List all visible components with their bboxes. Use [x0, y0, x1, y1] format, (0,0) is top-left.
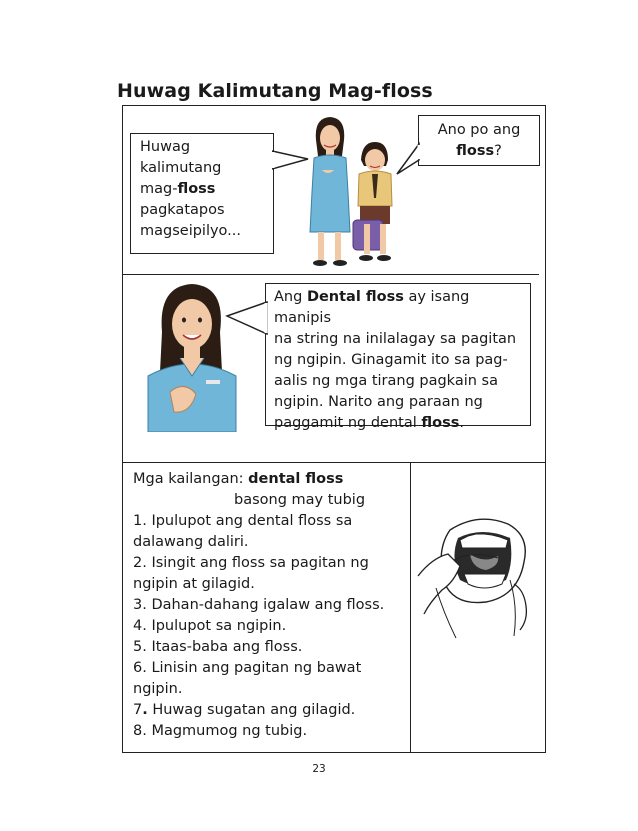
- bubble-line: ngipin. Narito ang paraan ng: [274, 394, 483, 410]
- bubble-line: [274, 413, 530, 434]
- mouth-flossing-illustration: [414, 510, 542, 640]
- bubble-keyword: floss: [177, 181, 216, 197]
- bubble-line: [140, 179, 273, 200]
- bubble-line: [274, 287, 530, 329]
- explanation-speech-bubble: [265, 283, 531, 431]
- instructions-list: [133, 469, 384, 742]
- divider-scene1: [122, 274, 539, 275]
- page-number: 23: [312, 763, 326, 775]
- step-dot: .: [142, 702, 148, 718]
- step-line: 3. Dahan-dahang igalaw ang floss.: [133, 597, 385, 613]
- step-line: 6. Linisin ang pagitan ng bawat: [133, 660, 362, 676]
- bubble-line: magseipilyo...: [140, 223, 242, 239]
- bubble-text: Ang: [274, 289, 307, 305]
- bubble-keyword: Dental floss: [306, 289, 404, 305]
- bubble-text: .: [459, 415, 464, 431]
- step-line: 5. Itaas-baba ang floss.: [133, 639, 303, 655]
- bubble-line: Ano po ang: [437, 122, 521, 138]
- bubble-line: na string na inilalagay sa pagitan: [274, 331, 517, 347]
- bubble-text: mag-: [140, 181, 178, 197]
- divider-scene2: [122, 462, 546, 463]
- step-number: 7: [133, 702, 143, 718]
- bubble-line: kalimutang: [140, 160, 222, 176]
- bubble-text: ?: [494, 143, 502, 159]
- divider-steps: [410, 462, 411, 753]
- bubble-text: ay isang manipis: [274, 289, 470, 326]
- teacher-speech-bubble: [130, 133, 274, 254]
- needs-item: basong may tubig: [234, 492, 366, 508]
- student-speech-bubble: [418, 115, 540, 166]
- student-figure-illustration: [350, 140, 400, 272]
- bubble-text: paggamit ng dental: [274, 415, 422, 431]
- page-title: Huwag Kalimutang Mag-floss: [117, 80, 433, 102]
- explanation-bubble-tail: [225, 300, 269, 340]
- bubble-line: ng ngipin. Ginagamit ito sa pag-: [274, 352, 508, 368]
- step-line: [133, 700, 384, 721]
- step-line: dalawang daliri.: [133, 534, 249, 550]
- bubble-line: [419, 141, 539, 162]
- needs-item: dental floss: [248, 471, 344, 487]
- step-line: 2. Isingit ang floss sa pagitan ng: [133, 555, 369, 571]
- step-text: Huwag sugatan ang gilagid.: [147, 702, 356, 718]
- step-line: 8. Magmumog ng tubig.: [133, 723, 308, 739]
- bubble-line: aalis ng mga tirang pagkain sa: [274, 373, 498, 389]
- bubble-line: pagkatapos: [140, 202, 225, 218]
- step-line: 4. Ipulupot sa ngipin.: [133, 618, 287, 634]
- needs-label: Mga kailangan:: [133, 471, 249, 487]
- bubble-keyword: floss: [456, 143, 495, 159]
- step-line: 1. Ipulupot ang dental floss sa: [133, 513, 353, 529]
- bubble-line: Huwag: [140, 139, 191, 155]
- step-line: ngipin at gilagid.: [133, 576, 255, 592]
- bubble-keyword: floss: [421, 415, 460, 431]
- step-line: ngipin.: [133, 681, 183, 697]
- needs-line: [133, 469, 384, 490]
